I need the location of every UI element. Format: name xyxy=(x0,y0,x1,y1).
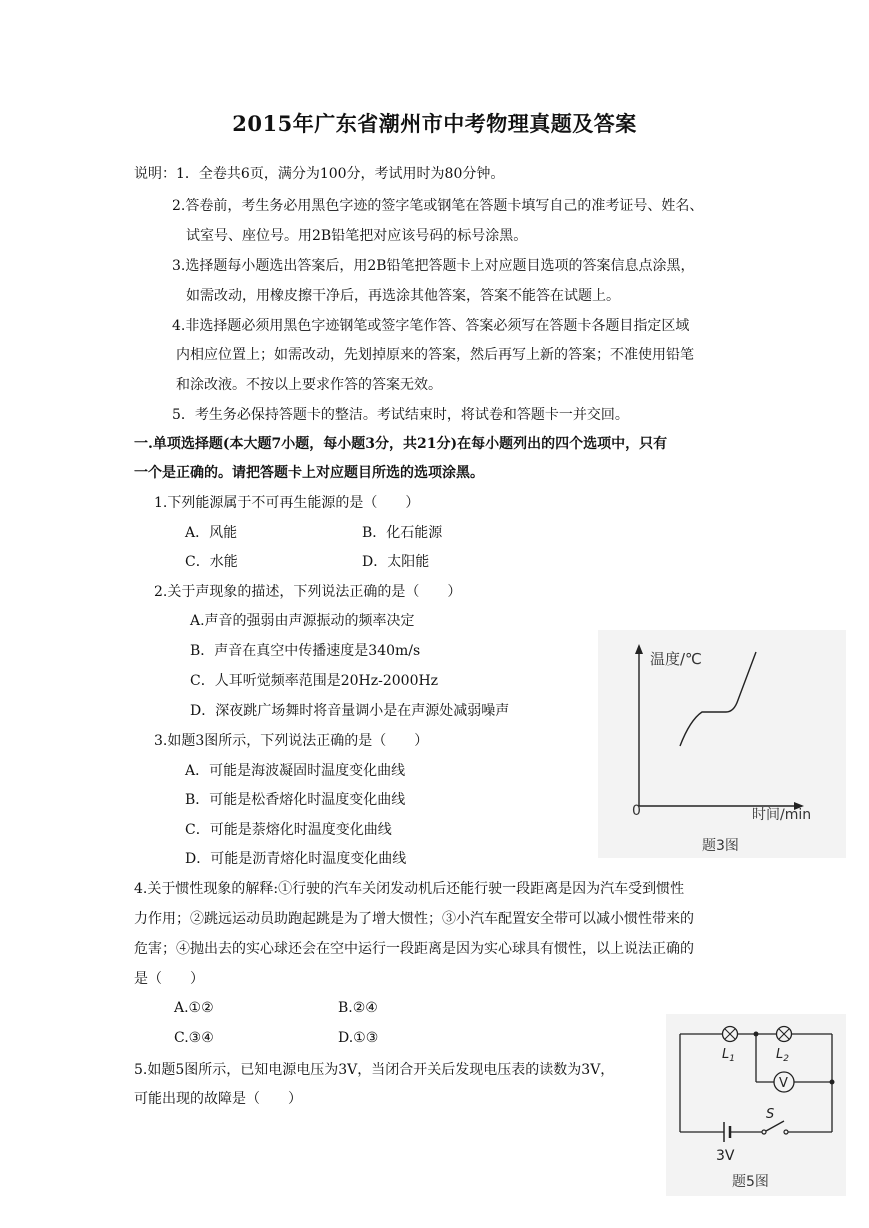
figure-3-background xyxy=(598,630,846,858)
q4-option-b: B.②④ xyxy=(338,1000,378,1016)
figure-5-caption: 题5图 xyxy=(732,1174,769,1190)
q2-stem: 2.关于声现象的描述，下列说法正确的是（ ） xyxy=(154,584,462,600)
voltmeter-label: V xyxy=(779,1076,788,1091)
q1-stem: 1.下列能源属于不可再生能源的是（ ） xyxy=(154,495,420,511)
note-line-1: 说明：1．全卷共6页，满分为100分，考试用时为80分钟。 xyxy=(134,166,505,182)
switch-contact-left xyxy=(762,1130,766,1134)
q3-option-b: B．可能是松香熔化时温度变化曲线 xyxy=(185,792,406,808)
note-line-9: 5．考生务必保持答题卡的整洁。考试结束时，将试卷和答题卡一并交回。 xyxy=(172,407,629,423)
note-line-2: 2.答卷前，考生务必用黑色字迹的签字笔或钢笔在答题卡填写自己的准考证号、姓名、 xyxy=(172,198,704,214)
q1-option-b: B．化石能源 xyxy=(362,525,443,541)
q5-line-1: 5.如题5图所示，已知电源电压为3V，当闭合开关后发现电压表的读数为3V， xyxy=(134,1062,615,1078)
q5-line-2: 可能出现的故障是（ ） xyxy=(134,1091,302,1107)
q1-option-a: A．风能 xyxy=(185,525,238,541)
q3-option-a: A．可能是海波凝固时温度变化曲线 xyxy=(185,763,406,779)
q4-line-1: 4.关于惯性现象的解释:①行驶的汽车关闭发动机后还能行驶一段距离是因为汽车受到惯性 xyxy=(134,881,685,897)
q1-option-c: C．水能 xyxy=(185,554,238,570)
q1-option-d: D．太阳能 xyxy=(362,554,430,570)
x-axis-label: 时间/min xyxy=(752,807,812,823)
q4-option-c: C.③④ xyxy=(174,1030,214,1046)
source-voltage-label: 3V xyxy=(716,1148,735,1164)
origin-label: 0 xyxy=(632,803,641,819)
q3-option-c: C．可能是萘熔化时温度变化曲线 xyxy=(185,822,392,838)
bulb-l2-icon xyxy=(777,1027,792,1042)
note-line-8: 和涂改液。不按以上要求作答的答案无效。 xyxy=(176,377,442,393)
note-line-4: 3.选择题每小题选出答案后，用2B铅笔把答题卡上对应题目选项的答案信息点涂黑， xyxy=(172,258,695,274)
q3-stem: 3.如题3图所示，下列说法正确的是（ ） xyxy=(154,733,429,749)
q3-option-d: D．可能是沥青熔化时温度变化曲线 xyxy=(185,851,407,867)
q4-option-d: D.①③ xyxy=(338,1030,379,1046)
l1-label: $L_1$ xyxy=(722,1047,735,1064)
figure-3-graph xyxy=(598,630,846,858)
note-line-5: 如需改动，用橡皮擦干净后，再选涂其他答案，答案不能答在试题上。 xyxy=(186,288,620,304)
q4-line-3: 危害；④抛出去的实心球还会在空中运行一段距离是因为实心球具有惯性，以上说法正确的 xyxy=(134,941,694,957)
q2-option-b: B．声音在真空中传播速度是340m/s xyxy=(190,643,421,659)
figure-3-caption: 题3图 xyxy=(702,838,739,854)
q2-option-c: C．人耳听觉频率范围是20Hz-2000Hz xyxy=(190,673,439,689)
q4-option-a: A.①② xyxy=(174,1000,214,1016)
q2-option-a: A.声音的强弱由声源振动的频率决定 xyxy=(190,613,415,629)
q2-option-d: D．深夜跳广场舞时将音量调小是在声源处减弱噪声 xyxy=(190,703,510,719)
section-header-line-2: 一个是正确的。请把答题卡上对应题目所选的选项涂黑。 xyxy=(134,465,484,481)
note-line-7: 内相应位置上；如需改动，先划掉原来的答案，然后再写上新的答案；不准使用铅笔 xyxy=(176,347,694,363)
y-axis-label: 温度/℃ xyxy=(650,650,702,668)
switch-contact-right xyxy=(784,1130,788,1134)
l2-label: $L_2$ xyxy=(776,1047,789,1064)
figure-5-circuit xyxy=(666,1014,846,1196)
q4-line-4: 是（ ） xyxy=(134,971,204,987)
bulb-l1-icon xyxy=(723,1027,738,1042)
note-line-6: 4.非选择题必须用黑色字迹钢笔或签字笔作答、答案必须写在答题卡各题目指定区域 xyxy=(172,318,690,334)
q4-line-2: 力作用；②跳远运动员助跑起跳是为了增大惯性；③小汽车配置安全带可以减小惯性带来的 xyxy=(134,911,694,927)
note-line-3: 试室号、座位号。用2B铅笔把对应该号码的标号涂黑。 xyxy=(186,228,528,244)
switch-label: S xyxy=(766,1107,775,1122)
page-title: 2015年广东省潮州市中考物理真题及答案 xyxy=(232,111,637,136)
section-header-line-1: 一.单项选择题(本大题7小题，每小题3分，共21分)在每小题列出的四个选项中，只有 xyxy=(134,436,668,452)
